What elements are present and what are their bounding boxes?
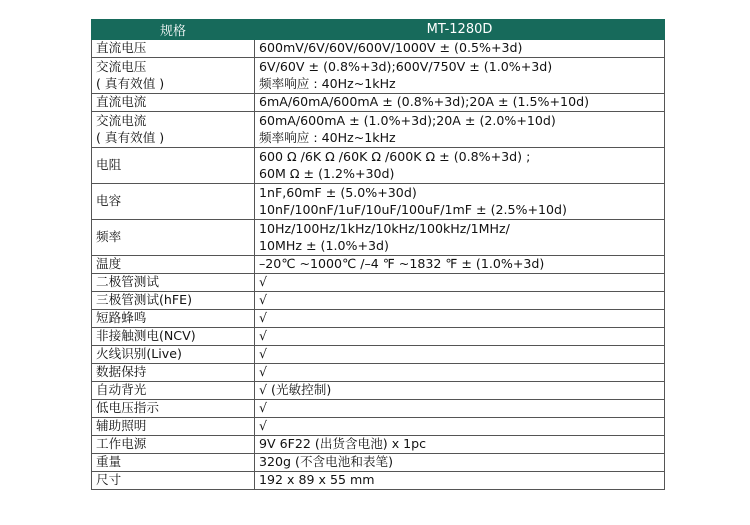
table-row: [92, 346, 665, 364]
spec-value-cell: [255, 400, 665, 418]
spec-name-cell: [92, 472, 255, 490]
spec-name: 数据保持: [96, 364, 147, 380]
spec-value-cell: [255, 58, 665, 94]
spec-value: 频率响应 : 40Hz~1kHz: [259, 129, 396, 145]
spec-value: √: [259, 292, 268, 308]
spec-name-cell: [92, 220, 255, 256]
spec-value-cell: [255, 112, 665, 148]
spec-value-cell: [255, 454, 665, 472]
spec-name: 三极管测试(hFE): [96, 292, 192, 308]
spec-table: [91, 19, 665, 490]
table-row: [92, 58, 665, 94]
spec-name: 低电压指示: [96, 400, 159, 416]
table-row: [92, 418, 665, 436]
spec-value-cell: [255, 382, 665, 400]
spec-name: 直流电压: [96, 40, 147, 56]
spec-name-cell: [92, 94, 255, 112]
table-row: [92, 454, 665, 472]
spec-value: 10Hz/100Hz/1kHz/10kHz/100kHz/1MHz/: [259, 221, 510, 237]
spec-value-cell: [255, 40, 665, 58]
spec-value: 6V/60V ± (0.8%+3d);600V/750V ± (1.0%+3d): [259, 59, 553, 75]
table-row: [92, 112, 665, 148]
spec-value: 1nF,60mF ± (5.0%+30d): [259, 185, 417, 201]
spec-name-cell: [92, 112, 255, 148]
spec-value: 600 Ω /6K Ω /60K Ω /600K Ω ± (0.8%+3d) ;: [259, 149, 531, 165]
spec-value-cell: [255, 94, 665, 112]
header-row: [92, 20, 665, 40]
spec-value-cell: [255, 364, 665, 382]
spec-body: [92, 40, 665, 490]
spec-name: 火线识别(Live): [96, 346, 182, 362]
spec-name: ( 真有效值 ): [96, 75, 165, 91]
table-row: [92, 436, 665, 454]
spec-value: 10nF/100nF/1uF/10uF/100uF/1mF ± (2.5%+10d): [259, 201, 567, 217]
spec-value-cell: [255, 148, 665, 184]
table-row: [92, 220, 665, 256]
spec-value: 6mA/60mA/600mA ± (0.8%+3d);20A ± (1.5%+10d): [259, 94, 589, 110]
table-row: [92, 310, 665, 328]
spec-name-cell: [92, 292, 255, 310]
spec-value-cell: [255, 292, 665, 310]
spec-name-cell: [92, 382, 255, 400]
spec-value: √: [259, 274, 268, 290]
spec-value: √: [259, 346, 268, 362]
spec-name-cell: [92, 454, 255, 472]
spec-value: 320g (不含电池和表笔): [259, 454, 394, 470]
spec-value: 频率响应 : 40Hz~1kHz: [259, 75, 396, 91]
table-row: [92, 274, 665, 292]
spec-name-cell: [92, 148, 255, 184]
spec-name-cell: [92, 274, 255, 292]
spec-name-cell: [92, 328, 255, 346]
spec-value: 600mV/6V/60V/600V/1000V ± (0.5%+3d): [259, 40, 523, 56]
spec-name-cell: [92, 184, 255, 220]
spec-name-cell: [92, 58, 255, 94]
spec-value-cell: [255, 256, 665, 274]
spec-name: 重量: [96, 454, 122, 470]
spec-name-cell: [92, 436, 255, 454]
spec-value: 9V 6F22 (出货含电池) x 1pc: [259, 436, 427, 452]
spec-name: 电容: [96, 193, 122, 209]
spec-value: 60mA/600mA ± (1.0%+3d);20A ± (2.0%+10d): [259, 113, 556, 129]
spec-value-cell: [255, 310, 665, 328]
spec-value-cell: [255, 328, 665, 346]
table-row: [92, 94, 665, 112]
spec-name: 交流电压: [96, 59, 147, 75]
spec-name: 交流电流: [96, 113, 147, 129]
spec-name-cell: [92, 256, 255, 274]
spec-value-cell: [255, 274, 665, 292]
table-row: [92, 328, 665, 346]
spec-value-cell: [255, 184, 665, 220]
spec-value: √: [259, 400, 268, 416]
table-row: [92, 382, 665, 400]
spec-name-cell: [92, 400, 255, 418]
table-row: [92, 40, 665, 58]
spec-name: 尺寸: [96, 472, 122, 488]
spec-value: –20℃ ~1000℃ /–4 ℉ ~1832 ℉ ± (1.0%+3d): [259, 256, 545, 272]
spec-name: 工作电源: [96, 436, 147, 452]
table-row: [92, 256, 665, 274]
spec-value: √: [259, 328, 268, 344]
spec-value: √: [259, 364, 268, 380]
spec-name: 非接触测电(NCV): [96, 328, 196, 344]
spec-name-cell: [92, 346, 255, 364]
spec-value: 10MHz ± (1.0%+3d): [259, 237, 389, 253]
spec-name: 辅助照明: [96, 418, 147, 434]
header-model: MT-1280D: [255, 20, 665, 40]
spec-name-cell: [92, 418, 255, 436]
table-row: [92, 292, 665, 310]
spec-value: √ (光敏控制): [259, 382, 332, 398]
table-row: [92, 148, 665, 184]
spec-value: 192 x 89 x 55 mm: [259, 472, 375, 488]
spec-name-cell: [92, 310, 255, 328]
spec-name: 频率: [96, 229, 122, 245]
spec-value: √: [259, 310, 268, 326]
table-row: [92, 472, 665, 490]
spec-name: 二极管测试: [96, 274, 159, 290]
table-row: [92, 364, 665, 382]
spec-name: 自动背光: [96, 382, 147, 398]
spec-name-cell: [92, 40, 255, 58]
spec-value-cell: [255, 418, 665, 436]
spec-name: ( 真有效值 ): [96, 129, 165, 145]
spec-value-cell: [255, 436, 665, 454]
spec-name-cell: [92, 364, 255, 382]
spec-name: 短路蜂鸣: [96, 310, 147, 326]
spec-name: 直流电流: [96, 94, 147, 110]
spec-value: 60M Ω ± (1.2%+30d): [259, 165, 395, 181]
spec-value-cell: [255, 346, 665, 364]
table-row: [92, 400, 665, 418]
spec-value: √: [259, 418, 268, 434]
spec-name: 电阻: [96, 157, 122, 173]
table-row: [92, 184, 665, 220]
spec-name: 温度: [96, 256, 122, 272]
header-spec: 规格: [92, 20, 255, 40]
spec-value-cell: [255, 472, 665, 490]
spec-value-cell: [255, 220, 665, 256]
